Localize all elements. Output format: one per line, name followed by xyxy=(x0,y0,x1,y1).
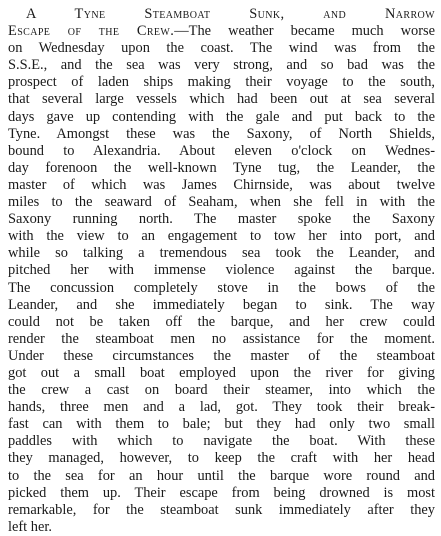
article-line: Saxony running north. The master spoke the Saxony xyxy=(8,211,435,228)
article-line: bound to Alexandria. About eleven o'clock on Wednes- xyxy=(8,142,435,159)
article-headline: A Tyne Steamboat Sunk, and Narrow xyxy=(26,6,435,22)
newspaper-article xyxy=(8,6,435,536)
article-line: pitched her with immense violence against the barque. xyxy=(8,262,435,279)
article-line: day forenoon the well-known Tyne tug, the Leander, the xyxy=(8,159,435,176)
article-line: got out a small boat employed upon the river for giving xyxy=(8,364,435,381)
article-line: with the view to an engagement to tow her into port, and xyxy=(8,228,435,245)
article-line: prospect of laden ships making their voyage to the south, xyxy=(8,74,435,91)
article-line: that several large vessels which had been out at sea several xyxy=(8,91,435,108)
article-line: the crew a cast on board their steamer, into which the xyxy=(8,382,435,399)
article-line: miles to the seaward of Seaham, when she fell in with the xyxy=(8,194,435,211)
article-line: picked them up. Their escape from being drowned is most xyxy=(8,484,435,501)
article-line: on Wednesday upon the coast. The wind was from the xyxy=(8,40,435,57)
article-line: render the steamboat men no assistance for the moment. xyxy=(8,330,435,347)
article-line: to the sea for an hour until the barque wore round and xyxy=(8,467,435,484)
article-line: hands, three men and a lad, got. They took their break- xyxy=(8,399,435,416)
article-line: while so talking a tremendous sea took the Leander, and xyxy=(8,245,435,262)
article-line: master of which was James Chirnside, was about twelve xyxy=(8,176,435,193)
article-line xyxy=(8,23,435,40)
article-line: paddles with which to navigate the boat. With these xyxy=(8,433,435,450)
article-line: left her. xyxy=(8,518,52,535)
article-line: Leander, and she immediately began to sink. The way xyxy=(8,296,435,313)
article-line: The concussion completely stove in the bows of the xyxy=(8,279,435,296)
article-line: they managed, however, to keep the craft with her head xyxy=(8,450,435,467)
headline-subtitle: Escape of the Crew. xyxy=(8,23,175,40)
article-line: days gave up contending with the gale and put back to the xyxy=(8,108,435,125)
article-line: S.S.E., and the sea was very strong, and so bad was the xyxy=(8,57,435,74)
article-line: Under these circumstances the master of the steamboat xyxy=(8,347,435,364)
article-line-text: —The weather became much worse xyxy=(174,23,435,40)
article-line: Tyne. Amongst these was the Saxony, of North Shields, xyxy=(8,125,435,142)
article-line: could not be taken off the barque, and her crew could xyxy=(8,313,435,330)
article-line: remarkable, for the steamboat sunk immediately after they xyxy=(8,501,435,518)
article-line: fast can with them to bale; but they had only two small xyxy=(8,416,435,433)
